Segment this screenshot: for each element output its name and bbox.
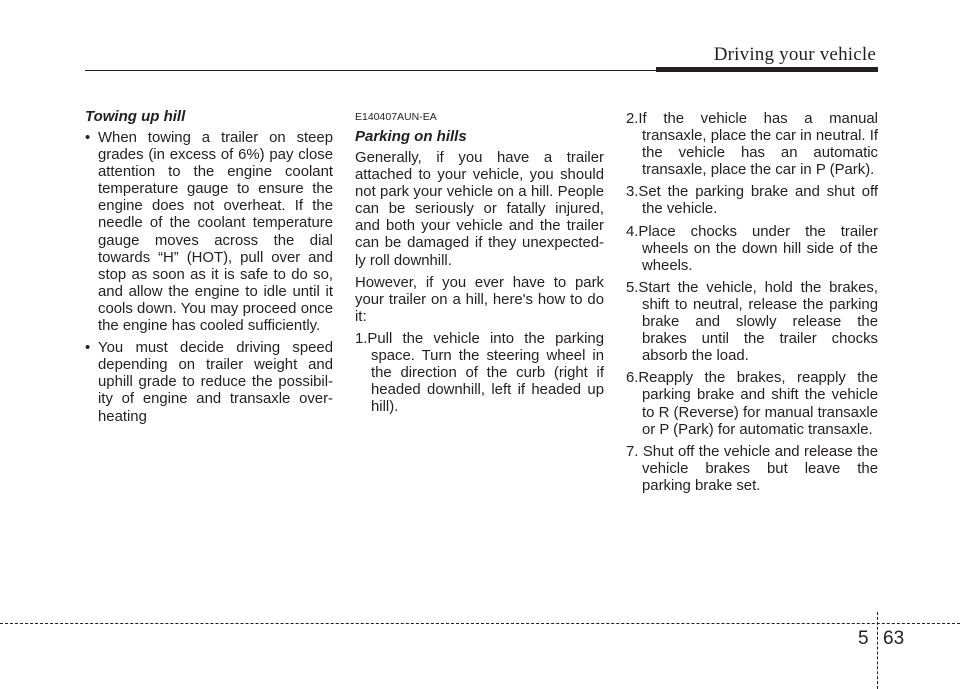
paragraph: Generally, if you have a trailer attached to your vehicle, you should not park your vehicle on a hill. People can be seriously or fatally injured, and both your vehicle and the trailer can be damaged if they unexpected- ly roll downhill. [355, 150, 604, 269]
column-parking-steps [626, 111, 878, 500]
section-code: E140407AUN-EA [355, 111, 437, 123]
header-rule [85, 70, 725, 71]
bullet-mark: • [85, 130, 91, 146]
chapter-number: 5 [858, 628, 869, 649]
step-item: 2.If the vehicle has a manual transaxle, place the car in neutral. If the vehicle has an automatic transaxle, place the car in P (Park). [626, 111, 878, 179]
step-item: 7. Shut off the vehicle and release the vehicle brakes but leave the parking brake set. [626, 443, 878, 494]
step-item: 5.Start the vehicle, hold the brakes, shift to neutral, release the parking brake and slowly release the brakes until the trailer chocks absorb the load. [626, 279, 878, 365]
step-item: 3.Set the parking brake and shut off the vehicle. [626, 184, 878, 218]
bullet-item [85, 340, 333, 425]
bullet-text: You must decide driving speed depending on trailer weight and uphill grade to reduce the possibil- ity of engine and transaxle over- heating [98, 340, 333, 425]
heading-parking-on-hills: Parking on hills [355, 128, 467, 145]
bullet-text: When towing a trailer on steep grades (in excess of 6%) pay close attention to the engine coolant temperature gauge to ensure the engine does not overheat. If the needle of the coolant temperature gauge moves across the dial towards “H” (HOT), pull over and stop as soon as it is safe to do so, and allow the engine to idle until it cools down. You may proceed once the engine has cooled sufficiently. [98, 130, 333, 335]
footer-divider [877, 612, 878, 689]
step-item: 4.Place chocks under the trailer wheels on the down hill side of the wheels. [626, 223, 878, 274]
step-item: 1.Pull the vehicle into the parking space. Turn the steering wheel in the direction of the curb (right if headed downhill, left if headed up hill). [355, 330, 604, 416]
column-parking-on-hills [355, 108, 604, 421]
page-number: 63 [883, 628, 905, 649]
bullet-item [85, 130, 333, 335]
step-item: 6.Reapply the brakes, reapply the parking brake and shift the vehicle to R (Reverse) for manual transaxle or P (Park) for automatic transaxle. [626, 370, 878, 438]
heading-towing-up-hill: Towing up hill [85, 108, 186, 125]
footer-rule [0, 623, 960, 624]
header-rule-accent [656, 67, 878, 72]
paragraph: However, if you ever have to park your trailer on a hill, here's how to do it: [355, 274, 604, 325]
section-title: Driving your vehicle [713, 44, 876, 65]
bullet-mark: • [85, 340, 91, 357]
column-towing-up-hill [85, 108, 333, 431]
